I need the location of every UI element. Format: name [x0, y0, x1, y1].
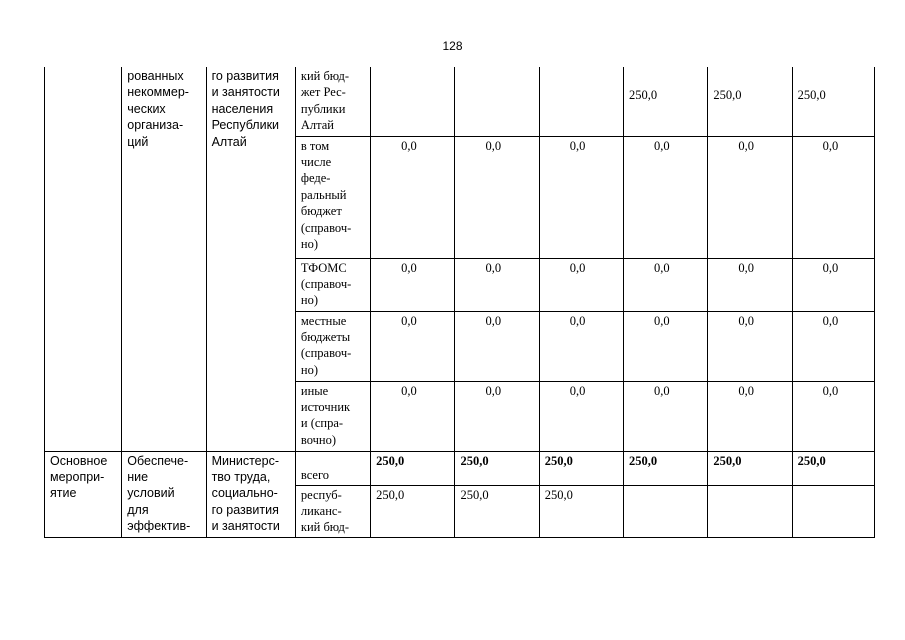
cell-value: [371, 67, 455, 136]
cell-value: 250,0: [371, 485, 455, 537]
cell-value: 0,0: [539, 311, 623, 381]
cell-event-type: [45, 67, 122, 451]
cell-executor: го развития и занятости населения Республики Алтай: [206, 67, 295, 451]
cell-funding-source: кий бюд- жет Рес- публики Алтай: [295, 67, 370, 136]
cell-funding-source: всего: [295, 451, 370, 485]
cell-funding-source: иные источник и (спра- вочно): [295, 381, 370, 451]
cell-funding-source: респуб- ликанс- кий бюд-: [295, 485, 370, 537]
cell-value: 250,0: [792, 451, 874, 485]
cell-value: 0,0: [708, 311, 792, 381]
cell-value: 250,0: [539, 451, 623, 485]
cell-value: 250,0: [708, 67, 792, 136]
cell-value: 0,0: [371, 136, 455, 258]
cell-value: 250,0: [455, 485, 539, 537]
cell-value: 0,0: [792, 136, 874, 258]
cell-value: 250,0: [624, 451, 708, 485]
cell-value: 250,0: [539, 485, 623, 537]
cell-value: 0,0: [539, 258, 623, 311]
table-row: [45, 451, 875, 485]
cell-value: 250,0: [792, 67, 874, 136]
cell-funding-source: в том числе феде- ральный бюджет (справоч- но): [295, 136, 370, 258]
cell-value: 0,0: [624, 311, 708, 381]
budget-table: [44, 67, 875, 538]
cell-value: 0,0: [792, 381, 874, 451]
cell-value: 0,0: [708, 258, 792, 311]
cell-event-name: Обеспече- ние условий для эффектив-: [122, 451, 206, 537]
table-row: [45, 67, 875, 136]
cell-value: 0,0: [455, 311, 539, 381]
cell-value: [624, 485, 708, 537]
cell-executor: Министерс- тво труда, социально- го развития и занятости: [206, 451, 295, 537]
cell-value: 0,0: [539, 136, 623, 258]
cell-value: 0,0: [708, 381, 792, 451]
cell-value: 250,0: [371, 451, 455, 485]
cell-value: 250,0: [624, 67, 708, 136]
cell-value: 0,0: [792, 258, 874, 311]
cell-value: 0,0: [624, 258, 708, 311]
cell-value: 0,0: [371, 381, 455, 451]
cell-value: 0,0: [455, 381, 539, 451]
cell-value: [792, 485, 874, 537]
page-number: 128: [442, 39, 463, 53]
cell-value: 0,0: [624, 136, 708, 258]
cell-event-name: рованных некоммер- ческих организа- ций: [122, 67, 206, 451]
cell-value: 0,0: [539, 381, 623, 451]
cell-event-type: Основное меропри- ятие: [45, 451, 122, 537]
cell-value: [455, 67, 539, 136]
cell-value: 0,0: [624, 381, 708, 451]
cell-funding-source: ТФОМС (справоч- но): [295, 258, 370, 311]
cell-value: 0,0: [371, 311, 455, 381]
cell-value: 0,0: [371, 258, 455, 311]
cell-value: 250,0: [708, 451, 792, 485]
cell-value: 0,0: [455, 136, 539, 258]
cell-value: [539, 67, 623, 136]
cell-value: 0,0: [792, 311, 874, 381]
cell-value: [708, 485, 792, 537]
cell-value: 0,0: [455, 258, 539, 311]
cell-value: 0,0: [708, 136, 792, 258]
cell-funding-source: местные бюджеты (справоч- но): [295, 311, 370, 381]
cell-value: 250,0: [455, 451, 539, 485]
